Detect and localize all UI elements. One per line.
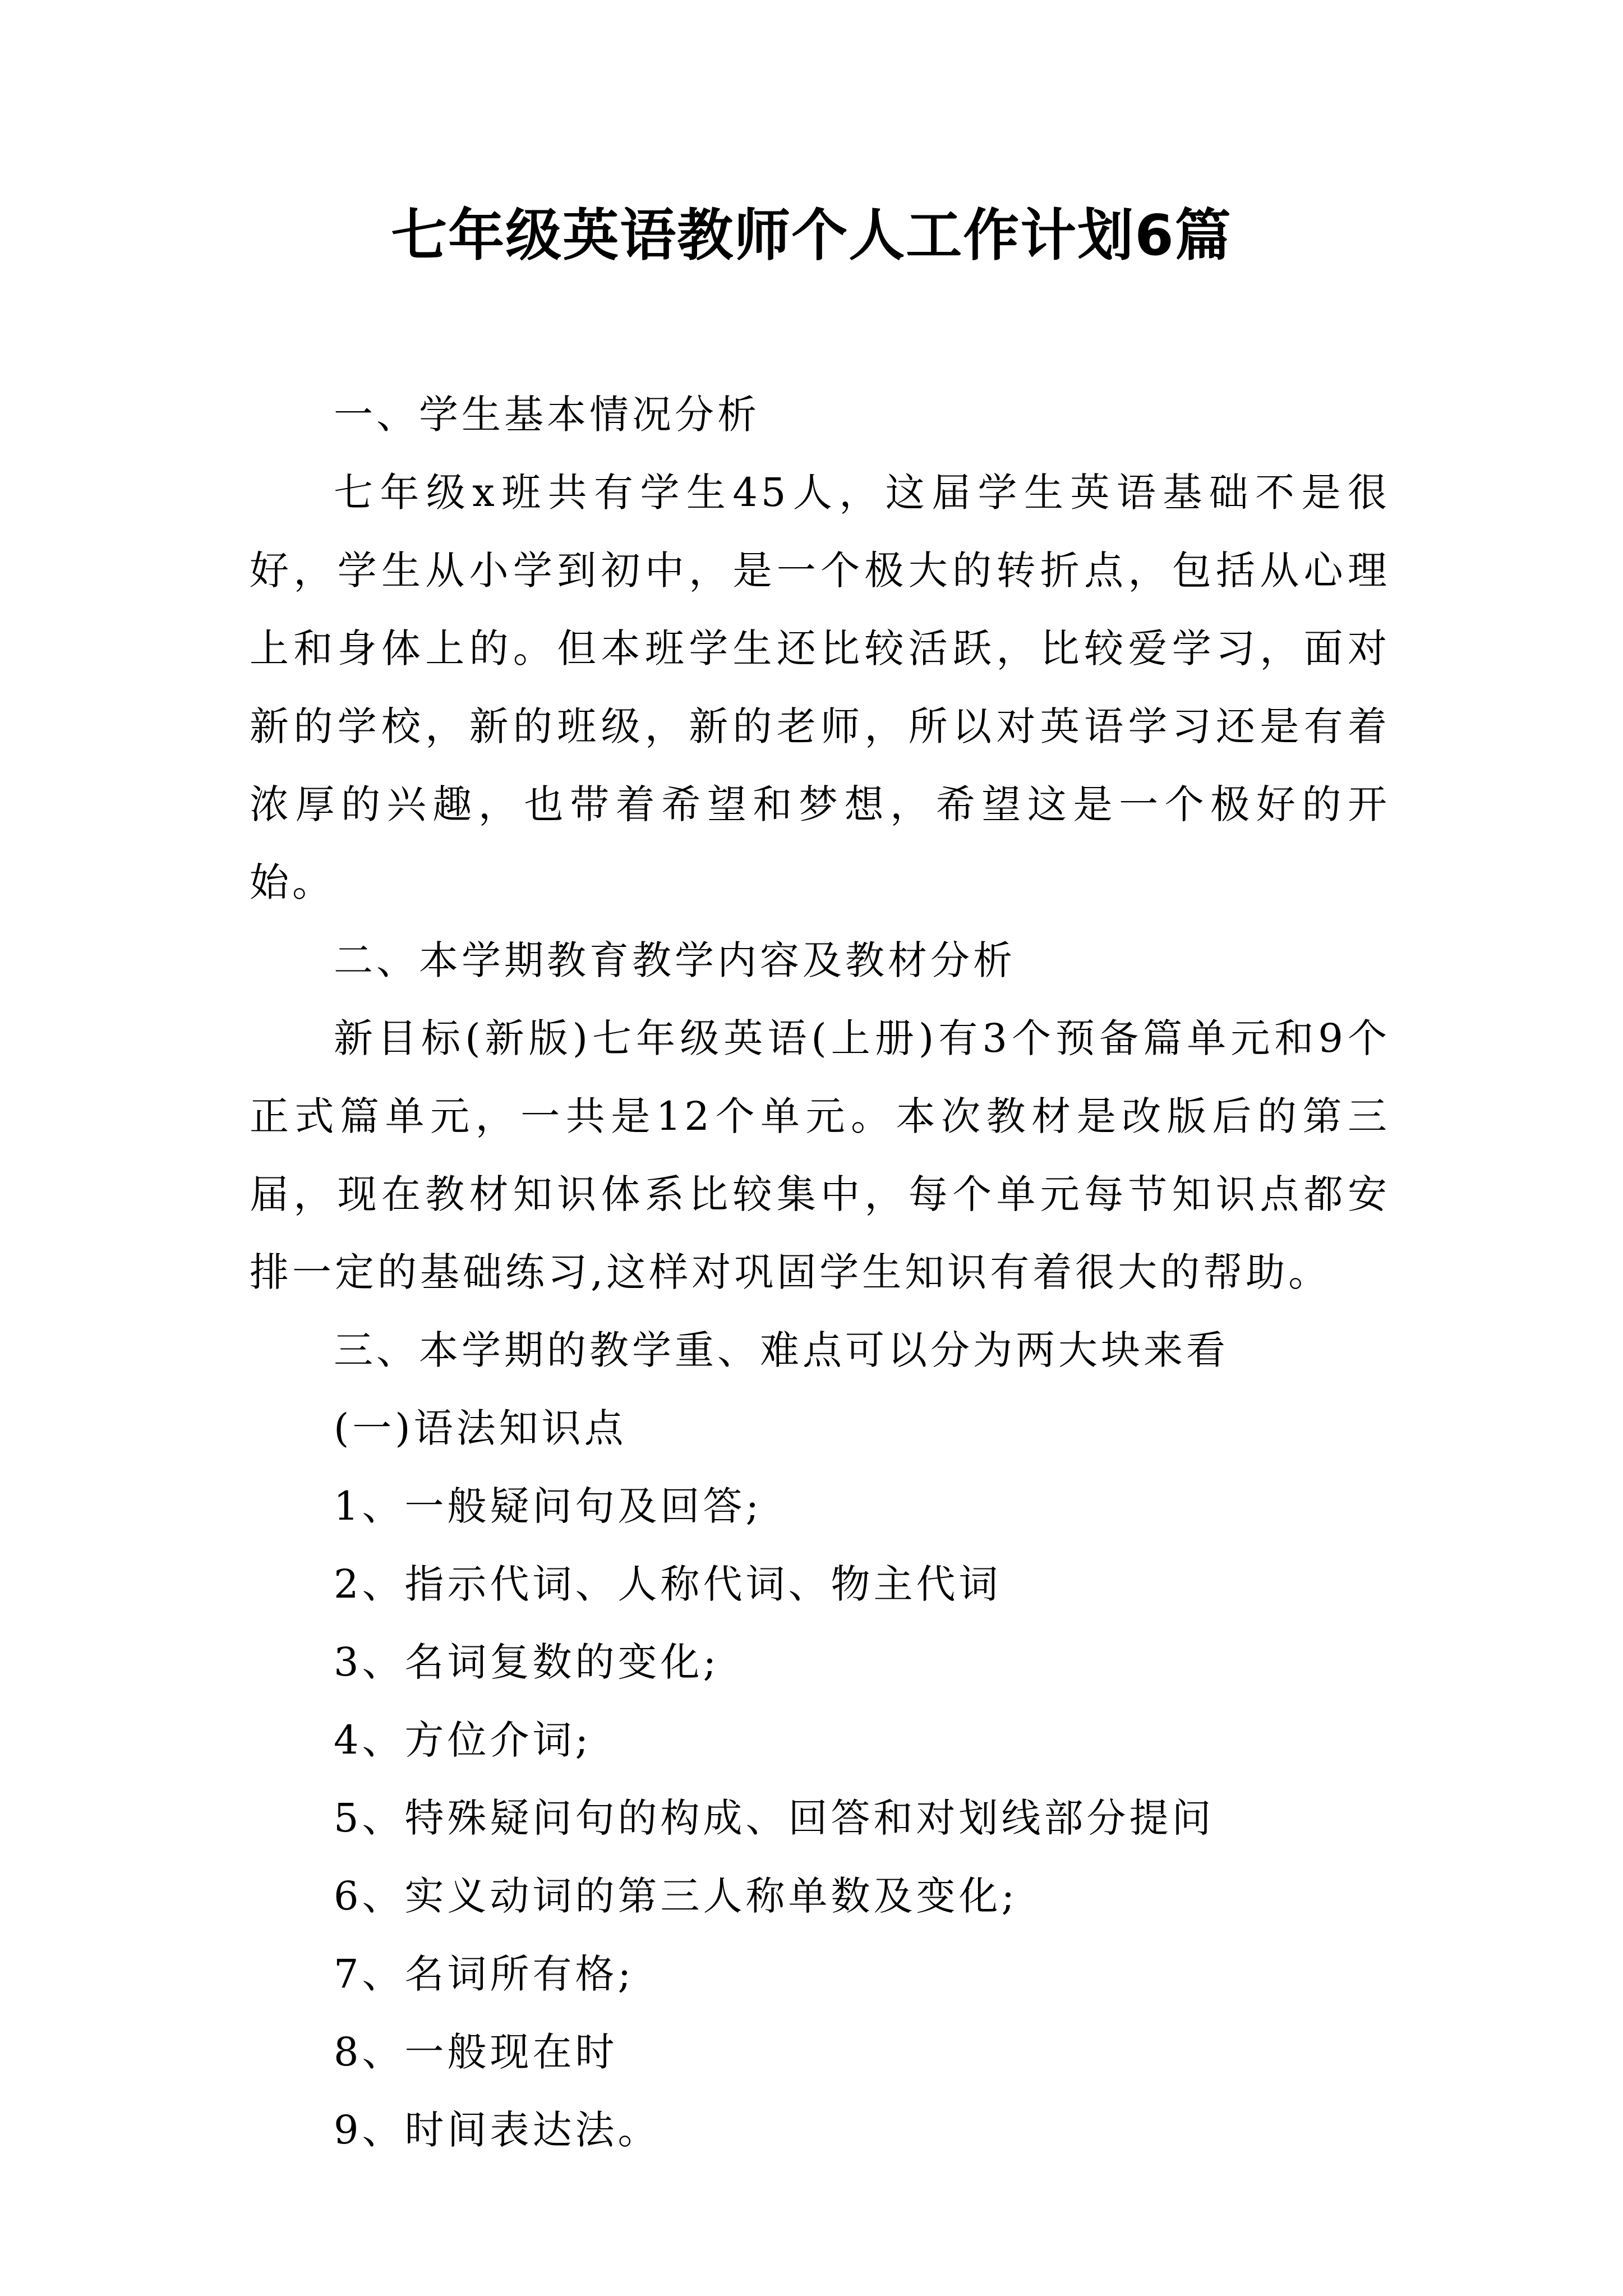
list-item: 3、名词复数的变化; <box>334 1639 720 1685</box>
document-body <box>250 376 1390 2169</box>
list-item: 6、实义动词的第三人称单数及变化; <box>334 1873 1018 1919</box>
document-title: 七年级英语教师个人工作计划6篇 <box>391 203 1232 268</box>
list-item: 2、指示代词、人称代词、物主代词 <box>334 1561 1002 1607</box>
section-heading-3: 三、本学期的教学重、难点可以分为两大块来看 <box>334 1327 1229 1373</box>
section-heading-1: 一、学生基本情况分析 <box>334 392 760 438</box>
section-heading-2: 二、本学期教育教学内容及教材分析 <box>334 937 1016 983</box>
list-item: 9、时间表达法。 <box>334 2107 661 2153</box>
list-item: 8、一般现在时 <box>334 2029 618 2075</box>
paragraph-student-analysis: 七年级x班共有学生45人，这届学生英语基础不是很好，学生从小学到初中，是一个极大的转折点，包括从心理上和身体上的。但本班学生还比较活跃，比较爱学习，面对新的学校，新的班级，新的老师，所以对英语学习还是有着浓厚的兴趣，也带着希望和梦想，希望这是一个极好的开始。 <box>250 470 1390 905</box>
list-item: 4、方位介词; <box>334 1717 592 1763</box>
paragraph-textbook-analysis: 新目标(新版)七年级英语(上册)有3个预备篇单元和9个正式篇单元，一共是12个单元。本次教材是改版后的第三届，现在教材知识体系比较集中，每个单元每节知识点都安排一定的基础练习,这样对巩固学生知识有着很大的帮助。 <box>250 1015 1390 1295</box>
list-item: 7、名词所有格; <box>334 1951 635 1997</box>
list-item: 1、一般疑问句及回答; <box>334 1483 763 1529</box>
list-item: 5、特殊疑问句的构成、回答和对划线部分提问 <box>334 1795 1215 1841</box>
subsection-heading-grammar: (一)语法知识点 <box>334 1405 627 1451</box>
